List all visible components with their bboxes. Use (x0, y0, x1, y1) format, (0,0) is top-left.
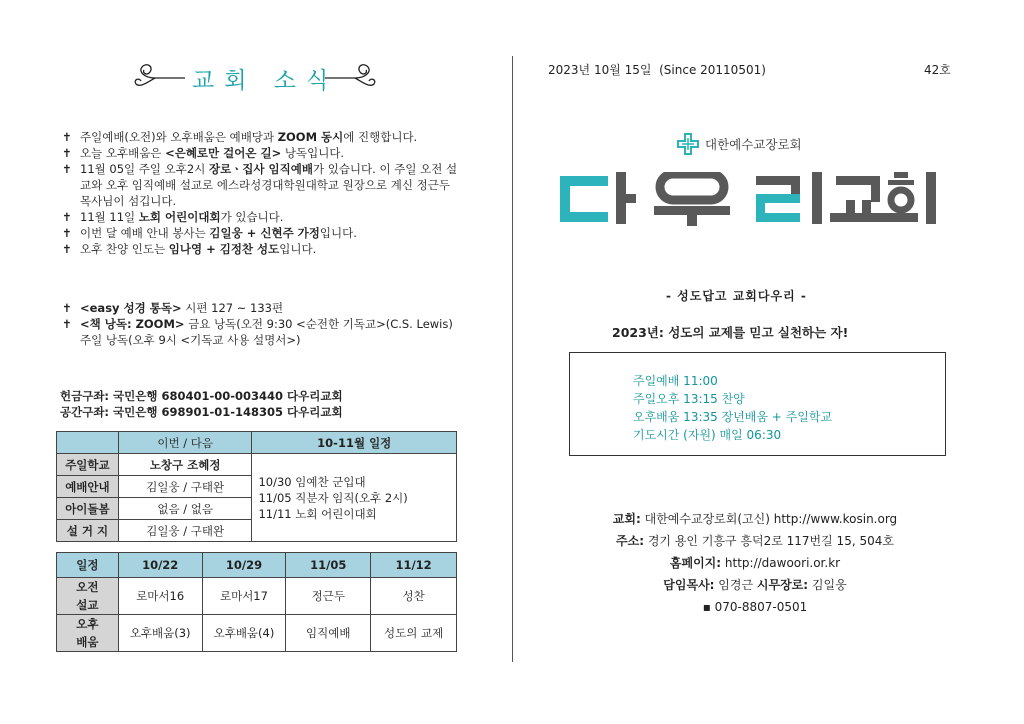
sermon-header: 11/12 (371, 553, 457, 578)
worship-schedule-item: 기도시간 (자원) 매일 06:30 (633, 428, 782, 442)
worship-schedule-item: 주일예배 11:00 (633, 374, 718, 388)
duty-label: 주일학교 (57, 454, 119, 476)
sermon-cell: 성도의 교제 (371, 615, 457, 652)
sermon-cell: 성찬 (371, 578, 457, 615)
sermon-cell: 오후배움(3) (118, 615, 202, 652)
sermon-header: 일정 (57, 553, 119, 578)
worship-schedule-item: 주일오후 13:15 찬양 (633, 392, 745, 406)
sermon-cell: 정근두 (286, 578, 371, 615)
schedule-item: 11/11 노회 어린이대회 (258, 506, 377, 521)
duty-label: 설 거 지 (57, 520, 119, 542)
cross-bullet-icon: ✝ (62, 210, 72, 224)
schedule-cell (252, 454, 457, 542)
sermon-header: 11/05 (286, 553, 371, 578)
duty-col-header: 이번 / 다음 (118, 432, 252, 454)
sermon-row-label: 오후 배움 (57, 615, 119, 652)
news-list (60, 129, 460, 257)
cross-bullet-icon: ✝ (62, 146, 72, 160)
church-info-address: 주소: 경기 용인 기흥구 흥덕2로 117번길 15, 504호 (616, 534, 894, 548)
duty-label: 예배안내 (57, 476, 119, 498)
list-item: ✝ 오늘 오후배움은 <은혜로만 걸어온 길> 낭독입니다. (62, 146, 345, 160)
cross-bullet-icon: ✝ (62, 226, 72, 240)
cross-bullet-icon: ✝ (62, 130, 72, 144)
worship-schedule-item: 오후배움 13:35 장년배움 + 주일학교 (633, 410, 832, 424)
sermon-cell: 임직예배 (286, 615, 371, 652)
space-account: 공간구좌: 국민은행 698901-01-148305 다우리교회 (60, 405, 343, 419)
schedule-item: 11/05 직분자 임직(오후 2시) (258, 490, 408, 505)
sermon-table (56, 552, 457, 652)
duty-table (56, 431, 457, 542)
church-info-homepage: 홈페이지: http://dawoori.or.kr (669, 556, 841, 570)
news-title (130, 58, 380, 98)
schedule-item: 10/30 임예찬 군입대 (258, 474, 366, 489)
duty-value: 없음 / 없음 (118, 498, 252, 520)
duty-value: 김일웅 / 구태완 (118, 520, 252, 542)
church-info (560, 508, 950, 618)
year-theme: 2023년: 성도의 교제를 믿고 실천하는 자! (612, 325, 849, 340)
sermon-cell: 로마서16 (118, 578, 202, 615)
denomination-name: 대한예수교장로회 (705, 137, 802, 152)
duty-value: 노창구 조혜정 (118, 454, 252, 476)
bank-accounts (60, 388, 343, 420)
church-logo-wordmark (560, 172, 940, 228)
reading-list (60, 300, 460, 348)
worship-schedule-box (569, 352, 946, 456)
list-item: ✝ 11월 05일 주일 오후2시 장로ㆍ집사 임직예배가 있습니다. 이 주일 오전 설교와 오후 임직예배 설교로 에스라성경대학원대학교 원장으로 계신 정근두 목사님이 섬깁니다. (62, 162, 458, 208)
cross-bullet-icon: ✝ (62, 317, 72, 331)
sermon-cell: 로마서17 (202, 578, 286, 615)
cross-bullet-icon: ✝ (62, 162, 72, 176)
church-cross-icon (677, 133, 699, 155)
bulletin-date: 2023년 10월 15일 (Since 20110501) (548, 63, 766, 77)
church-motto: - 성도답고 교회다우리 - (666, 289, 807, 303)
page-divider (512, 56, 513, 662)
duty-label: 아이돌봄 (57, 498, 119, 520)
sermon-header: 10/29 (202, 553, 286, 578)
sermon-header: 10/22 (118, 553, 202, 578)
list-item: ✝ 11월 11일 노회 어린이대회가 있습니다. (62, 210, 284, 224)
issue-number: 42호 (924, 63, 951, 77)
cross-bullet-icon: ✝ (62, 301, 72, 315)
duty-value: 김일웅 / 구태완 (118, 476, 252, 498)
offering-account: 헌금구좌: 국민은행 680401-00-003440 다우리교회 (60, 389, 343, 403)
list-item: ✝ <easy 성경 통독> 시편 127 ~ 133편 (62, 301, 284, 315)
list-item: ✝ 주일예배(오전)와 오후배움은 예배당과 ZOOM 동시에 진행합니다. (62, 130, 418, 144)
cross-bullet-icon: ✝ (62, 242, 72, 256)
church-info-phone: ▪ 070-8807-0501 (702, 600, 808, 614)
list-item: ✝ <책 낭독: ZOOM> 금요 낭독(오전 9:30 <순전한 기독교>(C.S. Lewis) 주일 낭독(오후 9시 <기독교 사용 설명서>) (62, 317, 453, 347)
schedule-header: 10-11월 일정 (252, 432, 457, 454)
church-info-denomination: 교회: 대한예수교장로회(고신) http://www.kosin.org (612, 512, 898, 526)
sermon-cell: 오후배움(4) (202, 615, 286, 652)
sermon-row-label: 오전 설교 (57, 578, 119, 615)
news-title-text: 교회 소식 (192, 68, 339, 94)
duty-table-corner (57, 432, 119, 454)
church-info-pastors: 담임목사: 임경근 시무장로: 김일웅 (663, 578, 847, 592)
list-item: ✝ 이번 달 예배 안내 봉사는 김일웅 + 신현주 가정입니다. (62, 226, 357, 240)
list-item: ✝ 오후 찬양 인도는 임나영 + 김정찬 성도입니다. (62, 242, 317, 256)
homepage-link[interactable]: http://dawoori.or.kr (724, 556, 841, 570)
